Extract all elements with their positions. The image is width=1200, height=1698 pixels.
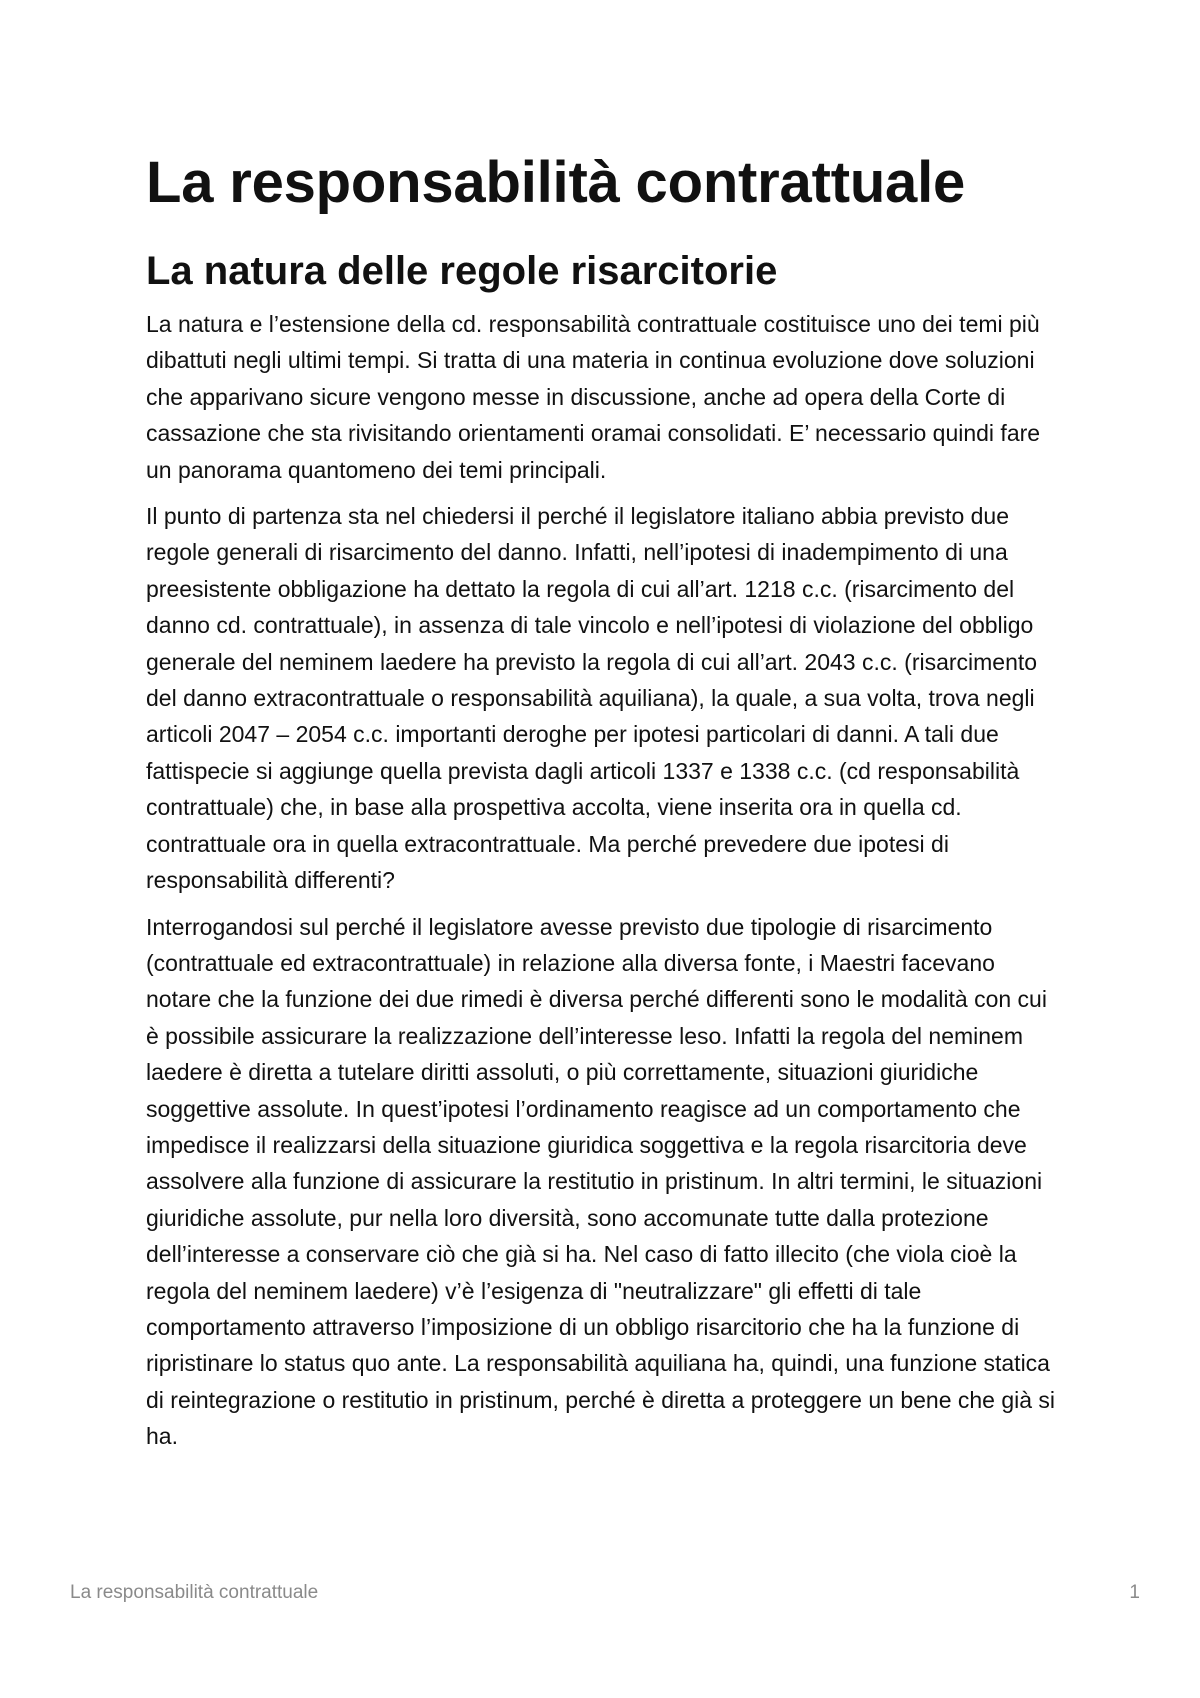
document-content (146, 146, 1066, 1465)
paragraph-2: Il punto di partenza sta nel chiedersi il perché il legislatore italiano abbia previsto due regole generali di risarcimento del danno. Infatti, nell’ipotesi di inadempimento di una preesistente obbligazione ha dettato la regola di cui all’art. 1218 c.c. (risarcimento del danno cd. contrattuale), in assenza di tale vincolo e nell’ipotesi di violazione del obbligo generale del neminem laedere ha previsto la regola di cui all’art. 2043 c.c. (risarcimento del danno extracontrattuale o responsabilità aquiliana), la quale, a sua volta, trova negli articoli 2047 – 2054 c.c. importanti deroghe per ipotesi particolari di danni. A tali due fattispecie si aggiunge quella prevista dagli articoli 1337 e 1338 c.c. (cd responsabilità contrattuale) che, in base alla prospettiva accolta, viene inserita ora in quella cd. contrattuale ora in quella extracontrattuale. Ma perché prevedere due ipotesi di responsabilità differenti? (146, 503, 1038, 894)
section-title: La natura delle regole risarcitorie (146, 249, 778, 293)
paragraph-3: Interrogandosi sul perché il legislatore avesse previsto due tipologie di risarcimento (contrattuale ed extracontrattuale) in relazione alla diversa fonte, i Maestri facevano notare che la funzione dei due rimedi è diversa perché differenti sono le modalità con cui è possibile assicurare la realizzazione dell’interesse leso. Infatti la regola del neminem laedere è diretta a tutelare diritti assoluti, o più correttamente, situazioni giuridiche soggettive assolute. In quest’ipotesi l’ordinamento reagisce ad un comportamento che impedisce il realizzarsi della situazione giuridica soggettiva e la regola risarcitoria deve assolvere alla funzione di assicurare la restitutio in pristinum. In altri termini, le situazioni giuridiche assolute, pur nella loro diversità, sono accomunate tutte dalla protezione dell’interesse a conservare ciò che già si ha. Nel caso di fatto illecito (che viola cioè la regola del neminem laedere) v’è l’esigenza di "neutralizzare" gli effetti di tale comportamento attraverso l’imposizione di un obbligo risarcitorio che ha la funzione di ripristinare lo status quo ante. La responsabilità aquiliana ha, quindi, una funzione statica di reintegrazione o restitutio in pristinum, perché è diretta a proteggere un bene che già si ha. (146, 913, 1056, 1450)
footer-document-title: La responsabilità contrattuale (70, 1582, 319, 1603)
page-footer (70, 1582, 1140, 1612)
footer-page-number: 1 (1129, 1582, 1140, 1603)
document-title: La responsabilità contrattuale (146, 150, 966, 215)
paragraph-1: La natura e l’estensione della cd. responsabilità contrattuale costituisce uno dei temi più dibattuti negli ultimi tempi. Si tratta di una materia in continua evoluzione dove soluzioni che apparivano sicure vengono messe in discussione, anche ad opera della Corte di cassazione che sta rivisitando orientamenti oramai consolidati. E’ necessario quindi fare un panorama quantomeno dei temi principali. (146, 311, 1041, 483)
